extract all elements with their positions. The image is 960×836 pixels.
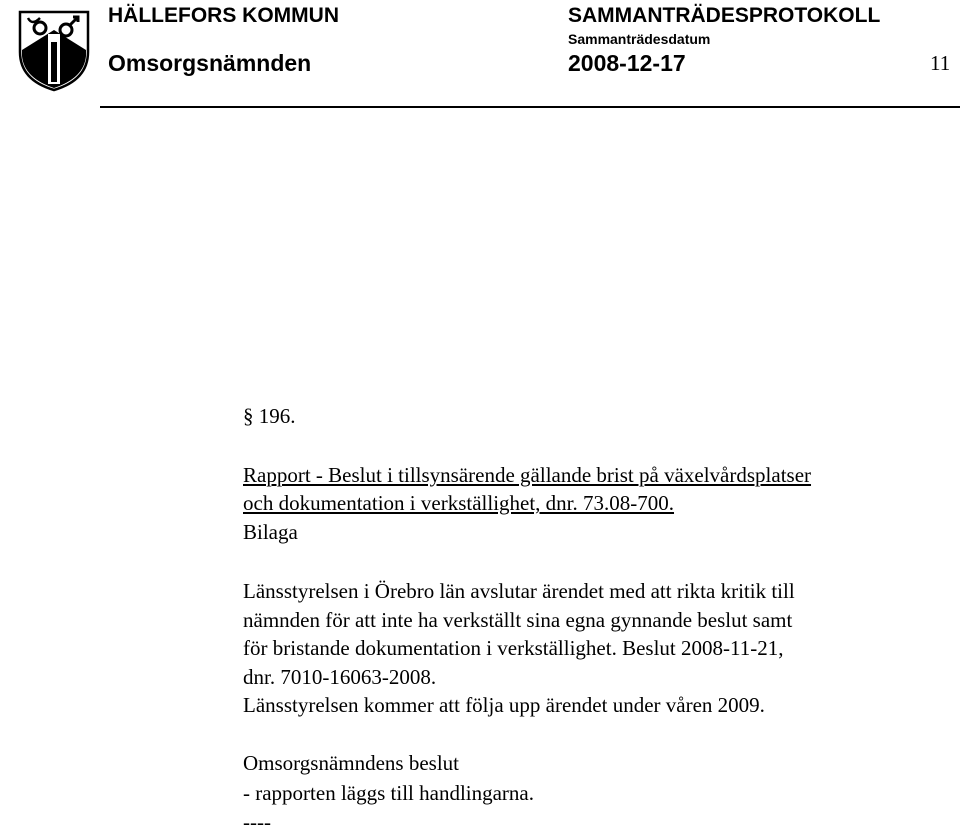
item-title-line-1: Rapport - Beslut i tillsynsärende gällande brist på växelvårdsplatser xyxy=(243,462,811,489)
attachment-label: Bilaga xyxy=(243,519,298,546)
document-type: SAMMANTRÄDESPROTOKOLL xyxy=(568,4,880,28)
committee-name: Omsorgsnämnden xyxy=(108,50,311,77)
body-line: för bristande dokumentation i verkställighet. Beslut 2008-11-21, xyxy=(243,634,795,663)
body-line: Länsstyrelsen i Örebro län avslutar ärendet med att rikta kritik till xyxy=(243,577,795,606)
item-body xyxy=(243,577,795,720)
body-line: Länsstyrelsen kommer att följa upp ärendet under våren 2009. xyxy=(243,691,795,720)
body-line: dnr. 7010-16063-2008. xyxy=(243,663,795,692)
header-divider xyxy=(100,106,960,108)
organization-name: HÄLLEFORS KOMMUN xyxy=(108,4,339,28)
coat-of-arms-logo xyxy=(14,4,94,92)
item-title-line-2: och dokumentation i verkställighet, dnr. 73.08-700. xyxy=(243,490,674,517)
meeting-date: 2008-12-17 xyxy=(568,50,686,77)
page-number: 11 xyxy=(930,51,950,76)
paragraph-number: § 196. xyxy=(243,403,296,430)
decision-line: - rapporten läggs till handlingarna. xyxy=(243,779,534,808)
body-line: nämnden för att inte ha verkställt sina egna gynnande beslut samt xyxy=(243,606,795,635)
date-label: Sammanträdesdatum xyxy=(568,31,710,47)
decision-body xyxy=(243,779,534,836)
decision-heading: Omsorgsnämndens beslut xyxy=(243,750,459,777)
decision-line: ---- xyxy=(243,808,534,836)
